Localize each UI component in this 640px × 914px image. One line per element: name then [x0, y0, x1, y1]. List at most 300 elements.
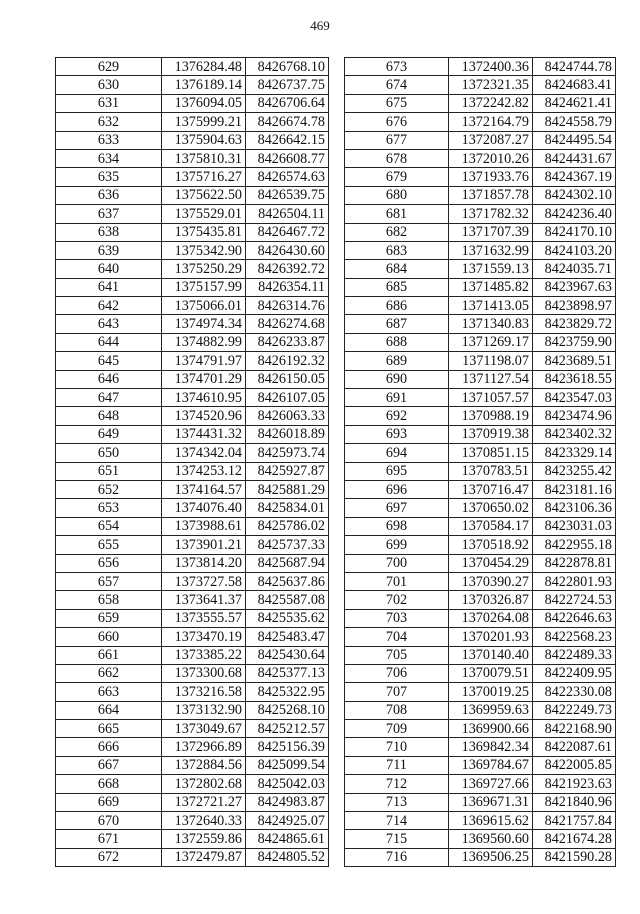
x-coordinate-cell: 1371559.13 — [449, 260, 533, 278]
table-row — [345, 591, 616, 609]
x-coordinate-cell: 1373901.21 — [162, 536, 246, 554]
x-coordinate-cell: 1370584.17 — [449, 517, 533, 535]
y-coordinate-cell: 8426539.75 — [246, 186, 329, 204]
x-coordinate-cell: 1373555.57 — [162, 609, 246, 627]
y-coordinate-cell: 8424865.61 — [246, 830, 329, 848]
table-row — [56, 168, 329, 186]
table-row — [56, 186, 329, 204]
y-coordinate-cell: 8421590.28 — [533, 848, 616, 866]
y-coordinate-cell: 8421674.28 — [533, 830, 616, 848]
y-coordinate-cell: 8422724.53 — [533, 591, 616, 609]
table-row — [56, 499, 329, 517]
point-number-cell: 659 — [56, 609, 162, 627]
y-coordinate-cell: 8424035.71 — [533, 260, 616, 278]
x-coordinate-cell: 1374431.32 — [162, 425, 246, 443]
table-row — [345, 536, 616, 554]
y-coordinate-cell: 8424236.40 — [533, 205, 616, 223]
point-number-cell: 676 — [345, 113, 449, 131]
table-row — [56, 536, 329, 554]
table-row — [345, 646, 616, 664]
table-row — [56, 609, 329, 627]
table-row — [345, 315, 616, 333]
table-row — [345, 664, 616, 682]
x-coordinate-cell: 1370518.92 — [449, 536, 533, 554]
point-number-cell: 705 — [345, 646, 449, 664]
point-number-cell: 638 — [56, 223, 162, 241]
point-number-cell: 697 — [345, 499, 449, 517]
x-coordinate-cell: 1372884.56 — [162, 756, 246, 774]
table-row — [345, 58, 616, 76]
x-coordinate-cell: 1373049.67 — [162, 720, 246, 738]
table-row — [345, 149, 616, 167]
y-coordinate-cell: 8425834.01 — [246, 499, 329, 517]
table-row — [56, 352, 329, 370]
x-coordinate-cell: 1373132.90 — [162, 701, 246, 719]
point-number-cell: 632 — [56, 113, 162, 131]
point-number-cell: 702 — [345, 591, 449, 609]
x-coordinate-cell: 1373641.37 — [162, 591, 246, 609]
point-number-cell: 689 — [345, 352, 449, 370]
y-coordinate-cell: 8422801.93 — [533, 572, 616, 590]
table-row — [345, 94, 616, 112]
y-coordinate-cell: 8425973.74 — [246, 444, 329, 462]
y-coordinate-cell: 8426737.75 — [246, 76, 329, 94]
point-number-cell: 686 — [345, 297, 449, 315]
x-coordinate-cell: 1370326.87 — [449, 591, 533, 609]
table-row — [345, 572, 616, 590]
y-coordinate-cell: 8424621.41 — [533, 94, 616, 112]
point-number-cell: 707 — [345, 683, 449, 701]
y-coordinate-cell: 8425587.08 — [246, 591, 329, 609]
x-coordinate-cell: 1371127.54 — [449, 370, 533, 388]
point-number-cell: 694 — [345, 444, 449, 462]
point-number-cell: 715 — [345, 830, 449, 848]
y-coordinate-cell: 8426354.11 — [246, 278, 329, 296]
y-coordinate-cell: 8426107.05 — [246, 389, 329, 407]
table-row — [345, 554, 616, 572]
table-row — [345, 720, 616, 738]
point-number-cell: 641 — [56, 278, 162, 296]
x-coordinate-cell: 1369900.66 — [449, 720, 533, 738]
table-row — [56, 683, 329, 701]
x-coordinate-cell: 1371198.07 — [449, 352, 533, 370]
x-coordinate-cell: 1369727.66 — [449, 775, 533, 793]
table-row — [345, 499, 616, 517]
table-row — [56, 149, 329, 167]
table-row — [56, 572, 329, 590]
table-row — [56, 480, 329, 498]
x-coordinate-cell: 1374076.40 — [162, 499, 246, 517]
x-coordinate-cell: 1372164.79 — [449, 113, 533, 131]
point-number-cell: 713 — [345, 793, 449, 811]
point-number-cell: 678 — [345, 149, 449, 167]
y-coordinate-cell: 8425377.13 — [246, 664, 329, 682]
x-coordinate-cell: 1370783.51 — [449, 462, 533, 480]
y-coordinate-cell: 8425737.33 — [246, 536, 329, 554]
point-number-cell: 645 — [56, 352, 162, 370]
y-coordinate-cell: 8423967.63 — [533, 278, 616, 296]
x-coordinate-cell: 1371057.57 — [449, 389, 533, 407]
point-number-cell: 711 — [345, 756, 449, 774]
y-coordinate-cell: 8423618.55 — [533, 370, 616, 388]
table-row — [345, 333, 616, 351]
point-number-cell: 631 — [56, 94, 162, 112]
point-number-cell: 670 — [56, 812, 162, 830]
point-number-cell: 650 — [56, 444, 162, 462]
table-row — [345, 848, 616, 866]
point-number-cell: 696 — [345, 480, 449, 498]
x-coordinate-cell: 1374882.99 — [162, 333, 246, 351]
x-coordinate-cell: 1374791.97 — [162, 352, 246, 370]
x-coordinate-cell: 1375999.21 — [162, 113, 246, 131]
table-row — [345, 407, 616, 425]
x-coordinate-cell: 1375622.50 — [162, 186, 246, 204]
y-coordinate-cell: 8426504.11 — [246, 205, 329, 223]
y-coordinate-cell: 8426642.15 — [246, 131, 329, 149]
point-number-cell: 646 — [56, 370, 162, 388]
point-number-cell: 695 — [345, 462, 449, 480]
point-number-cell: 634 — [56, 149, 162, 167]
point-number-cell: 668 — [56, 775, 162, 793]
x-coordinate-cell: 1372242.82 — [449, 94, 533, 112]
x-coordinate-cell: 1372802.68 — [162, 775, 246, 793]
x-coordinate-cell: 1369784.67 — [449, 756, 533, 774]
x-coordinate-cell: 1371485.82 — [449, 278, 533, 296]
table-row — [56, 812, 329, 830]
table-row — [56, 830, 329, 848]
table-row — [345, 462, 616, 480]
y-coordinate-cell: 8422409.95 — [533, 664, 616, 682]
x-coordinate-cell: 1371340.83 — [449, 315, 533, 333]
point-number-cell: 653 — [56, 499, 162, 517]
y-coordinate-cell: 8423106.36 — [533, 499, 616, 517]
table-row — [56, 333, 329, 351]
y-coordinate-cell: 8422878.81 — [533, 554, 616, 572]
x-coordinate-cell: 1370716.47 — [449, 480, 533, 498]
point-number-cell: 703 — [345, 609, 449, 627]
y-coordinate-cell: 8422646.63 — [533, 609, 616, 627]
point-number-cell: 691 — [345, 389, 449, 407]
table-row — [56, 738, 329, 756]
point-number-cell: 700 — [345, 554, 449, 572]
point-number-cell: 693 — [345, 425, 449, 443]
y-coordinate-cell: 8425042.03 — [246, 775, 329, 793]
table-row — [345, 168, 616, 186]
table-row — [345, 812, 616, 830]
point-number-cell: 649 — [56, 425, 162, 443]
y-coordinate-cell: 8423829.72 — [533, 315, 616, 333]
point-number-cell: 661 — [56, 646, 162, 664]
point-number-cell: 710 — [345, 738, 449, 756]
point-number-cell: 704 — [345, 628, 449, 646]
y-coordinate-cell: 8425430.64 — [246, 646, 329, 664]
y-coordinate-cell: 8423759.90 — [533, 333, 616, 351]
point-number-cell: 709 — [345, 720, 449, 738]
y-coordinate-cell: 8425687.94 — [246, 554, 329, 572]
y-coordinate-cell: 8424302.10 — [533, 186, 616, 204]
y-coordinate-cell: 8424367.19 — [533, 168, 616, 186]
y-coordinate-cell: 8422955.18 — [533, 536, 616, 554]
table-row — [56, 646, 329, 664]
x-coordinate-cell: 1372640.33 — [162, 812, 246, 830]
x-coordinate-cell: 1371269.17 — [449, 333, 533, 351]
y-coordinate-cell: 8425881.29 — [246, 480, 329, 498]
table-row — [56, 756, 329, 774]
point-number-cell: 692 — [345, 407, 449, 425]
y-coordinate-cell: 8423402.32 — [533, 425, 616, 443]
x-coordinate-cell: 1370390.27 — [449, 572, 533, 590]
y-coordinate-cell: 8425483.47 — [246, 628, 329, 646]
page-number: 469 — [310, 18, 330, 33]
x-coordinate-cell: 1374701.29 — [162, 370, 246, 388]
point-number-cell: 639 — [56, 241, 162, 259]
point-number-cell: 674 — [345, 76, 449, 94]
table-row — [345, 756, 616, 774]
x-coordinate-cell: 1369506.25 — [449, 848, 533, 866]
table-row — [345, 775, 616, 793]
point-number-cell: 698 — [345, 517, 449, 535]
point-number-cell: 643 — [56, 315, 162, 333]
y-coordinate-cell: 8426674.78 — [246, 113, 329, 131]
x-coordinate-cell: 1374253.12 — [162, 462, 246, 480]
x-coordinate-cell: 1375066.01 — [162, 297, 246, 315]
y-coordinate-cell: 8426192.32 — [246, 352, 329, 370]
point-number-cell: 690 — [345, 370, 449, 388]
point-number-cell: 671 — [56, 830, 162, 848]
x-coordinate-cell: 1372479.87 — [162, 848, 246, 866]
x-coordinate-cell: 1369842.34 — [449, 738, 533, 756]
point-number-cell: 675 — [345, 94, 449, 112]
y-coordinate-cell: 8423474.96 — [533, 407, 616, 425]
x-coordinate-cell: 1374342.04 — [162, 444, 246, 462]
table-row — [56, 278, 329, 296]
y-coordinate-cell: 8426608.77 — [246, 149, 329, 167]
x-coordinate-cell: 1375157.99 — [162, 278, 246, 296]
y-coordinate-cell: 8424744.78 — [533, 58, 616, 76]
point-number-cell: 662 — [56, 664, 162, 682]
point-number-cell: 652 — [56, 480, 162, 498]
point-number-cell: 629 — [56, 58, 162, 76]
point-number-cell: 637 — [56, 205, 162, 223]
point-number-cell: 642 — [56, 297, 162, 315]
x-coordinate-cell: 1373814.20 — [162, 554, 246, 572]
x-coordinate-cell: 1370140.40 — [449, 646, 533, 664]
table-row — [56, 389, 329, 407]
point-number-cell: 658 — [56, 591, 162, 609]
x-coordinate-cell: 1370019.25 — [449, 683, 533, 701]
x-coordinate-cell: 1374520.96 — [162, 407, 246, 425]
x-coordinate-cell: 1372321.35 — [449, 76, 533, 94]
x-coordinate-cell: 1375810.31 — [162, 149, 246, 167]
x-coordinate-cell: 1371413.05 — [449, 297, 533, 315]
y-coordinate-cell: 8425268.10 — [246, 701, 329, 719]
y-coordinate-cell: 8426430.60 — [246, 241, 329, 259]
x-coordinate-cell: 1373216.58 — [162, 683, 246, 701]
point-number-cell: 665 — [56, 720, 162, 738]
y-coordinate-cell: 8426018.89 — [246, 425, 329, 443]
table-row — [56, 260, 329, 278]
x-coordinate-cell: 1371707.39 — [449, 223, 533, 241]
point-number-cell: 672 — [56, 848, 162, 866]
x-coordinate-cell: 1375250.29 — [162, 260, 246, 278]
table-row — [345, 297, 616, 315]
table-row — [56, 701, 329, 719]
point-number-cell: 667 — [56, 756, 162, 774]
x-coordinate-cell: 1369615.62 — [449, 812, 533, 830]
x-coordinate-cell: 1374610.95 — [162, 389, 246, 407]
table-row — [345, 352, 616, 370]
y-coordinate-cell: 8426063.33 — [246, 407, 329, 425]
x-coordinate-cell: 1376284.48 — [162, 58, 246, 76]
table-row — [345, 205, 616, 223]
table-row — [345, 76, 616, 94]
point-number-cell: 663 — [56, 683, 162, 701]
x-coordinate-cell: 1375435.81 — [162, 223, 246, 241]
x-coordinate-cell: 1372721.27 — [162, 793, 246, 811]
y-coordinate-cell: 8425322.95 — [246, 683, 329, 701]
y-coordinate-cell: 8426392.72 — [246, 260, 329, 278]
table-row — [345, 389, 616, 407]
point-number-cell: 651 — [56, 462, 162, 480]
y-coordinate-cell: 8422005.85 — [533, 756, 616, 774]
y-coordinate-cell: 8426314.76 — [246, 297, 329, 315]
point-number-cell: 644 — [56, 333, 162, 351]
y-coordinate-cell: 8424431.67 — [533, 149, 616, 167]
table-row — [56, 554, 329, 572]
y-coordinate-cell: 8423031.03 — [533, 517, 616, 535]
x-coordinate-cell: 1370201.93 — [449, 628, 533, 646]
y-coordinate-cell: 8425786.02 — [246, 517, 329, 535]
table-row — [345, 278, 616, 296]
table-row — [56, 205, 329, 223]
y-coordinate-cell: 8426768.10 — [246, 58, 329, 76]
table-row — [56, 517, 329, 535]
x-coordinate-cell: 1372087.27 — [449, 131, 533, 149]
y-coordinate-cell: 8421840.96 — [533, 793, 616, 811]
table-row — [345, 701, 616, 719]
point-number-cell: 679 — [345, 168, 449, 186]
x-coordinate-cell: 1370851.15 — [449, 444, 533, 462]
table-row — [56, 297, 329, 315]
y-coordinate-cell: 8424495.54 — [533, 131, 616, 149]
point-number-cell: 682 — [345, 223, 449, 241]
table-row — [56, 444, 329, 462]
table-row — [345, 793, 616, 811]
point-number-cell: 636 — [56, 186, 162, 204]
point-number-cell: 666 — [56, 738, 162, 756]
y-coordinate-cell: 8425099.54 — [246, 756, 329, 774]
y-coordinate-cell: 8424558.79 — [533, 113, 616, 131]
x-coordinate-cell: 1371782.32 — [449, 205, 533, 223]
table-row — [56, 793, 329, 811]
y-coordinate-cell: 8426233.87 — [246, 333, 329, 351]
y-coordinate-cell: 8425637.86 — [246, 572, 329, 590]
y-coordinate-cell: 8424805.52 — [246, 848, 329, 866]
table-row — [345, 186, 616, 204]
x-coordinate-cell: 1376189.14 — [162, 76, 246, 94]
point-number-cell: 633 — [56, 131, 162, 149]
table-row — [345, 241, 616, 259]
table-row — [56, 58, 329, 76]
point-number-cell: 688 — [345, 333, 449, 351]
y-coordinate-cell: 8425156.39 — [246, 738, 329, 756]
table-row — [56, 407, 329, 425]
y-coordinate-cell: 8423255.42 — [533, 462, 616, 480]
table-row — [345, 260, 616, 278]
x-coordinate-cell: 1371632.99 — [449, 241, 533, 259]
y-coordinate-cell: 8423898.97 — [533, 297, 616, 315]
point-number-cell: 708 — [345, 701, 449, 719]
x-coordinate-cell: 1373727.58 — [162, 572, 246, 590]
x-coordinate-cell: 1372010.26 — [449, 149, 533, 167]
point-number-cell: 640 — [56, 260, 162, 278]
y-coordinate-cell: 8422330.08 — [533, 683, 616, 701]
point-number-cell: 657 — [56, 572, 162, 590]
x-coordinate-cell: 1372400.36 — [449, 58, 533, 76]
table-row — [56, 223, 329, 241]
table-row — [56, 848, 329, 866]
point-number-cell: 680 — [345, 186, 449, 204]
table-row — [56, 131, 329, 149]
point-number-cell: 664 — [56, 701, 162, 719]
point-number-cell: 706 — [345, 664, 449, 682]
table-row — [56, 720, 329, 738]
table-row — [56, 113, 329, 131]
x-coordinate-cell: 1375716.27 — [162, 168, 246, 186]
y-coordinate-cell: 8423181.16 — [533, 480, 616, 498]
x-coordinate-cell: 1373300.68 — [162, 664, 246, 682]
x-coordinate-cell: 1375529.01 — [162, 205, 246, 223]
y-coordinate-cell: 8423547.03 — [533, 389, 616, 407]
x-coordinate-cell: 1369560.60 — [449, 830, 533, 848]
x-coordinate-cell: 1370264.08 — [449, 609, 533, 627]
y-coordinate-cell: 8423689.51 — [533, 352, 616, 370]
point-number-cell: 685 — [345, 278, 449, 296]
table-row — [56, 425, 329, 443]
table-row — [345, 480, 616, 498]
point-number-cell: 712 — [345, 775, 449, 793]
x-coordinate-cell: 1372559.86 — [162, 830, 246, 848]
coordinates-table-right — [344, 57, 616, 867]
point-number-cell: 635 — [56, 168, 162, 186]
table-row — [56, 315, 329, 333]
point-number-cell: 699 — [345, 536, 449, 554]
table-row — [345, 113, 616, 131]
table-row — [345, 444, 616, 462]
y-coordinate-cell: 8422168.90 — [533, 720, 616, 738]
y-coordinate-cell: 8426574.63 — [246, 168, 329, 186]
table-row — [56, 241, 329, 259]
y-coordinate-cell: 8424925.07 — [246, 812, 329, 830]
x-coordinate-cell: 1375342.90 — [162, 241, 246, 259]
point-number-cell: 647 — [56, 389, 162, 407]
y-coordinate-cell: 8424170.10 — [533, 223, 616, 241]
y-coordinate-cell: 8422568.23 — [533, 628, 616, 646]
y-coordinate-cell: 8425927.87 — [246, 462, 329, 480]
table-row — [56, 76, 329, 94]
table-row — [56, 628, 329, 646]
x-coordinate-cell: 1369671.31 — [449, 793, 533, 811]
point-number-cell: 656 — [56, 554, 162, 572]
y-coordinate-cell: 8424683.41 — [533, 76, 616, 94]
x-coordinate-cell: 1372966.89 — [162, 738, 246, 756]
table-row — [345, 683, 616, 701]
point-number-cell: 630 — [56, 76, 162, 94]
x-coordinate-cell: 1370454.29 — [449, 554, 533, 572]
table-row — [345, 131, 616, 149]
x-coordinate-cell: 1373385.22 — [162, 646, 246, 664]
y-coordinate-cell: 8424103.20 — [533, 241, 616, 259]
